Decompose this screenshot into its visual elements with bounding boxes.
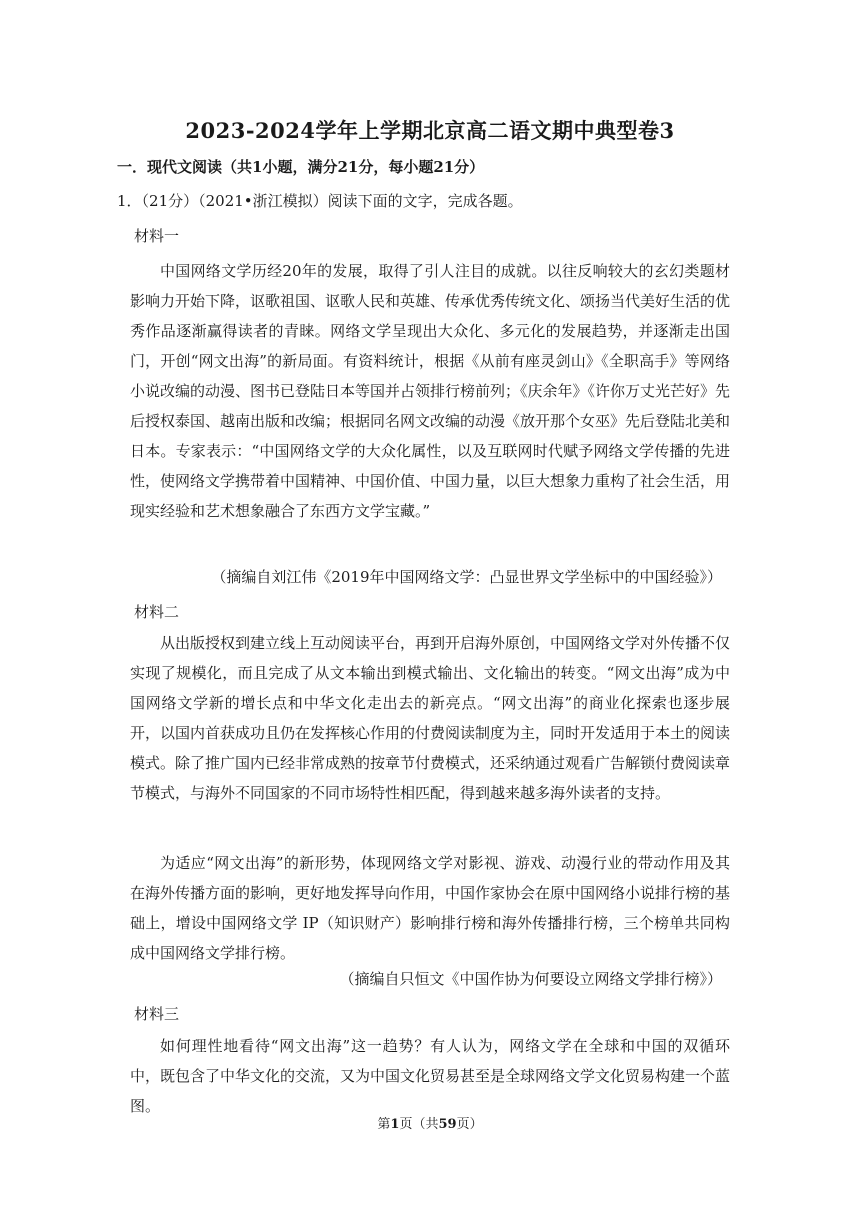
question-intro: 1．（21分）（2021•浙江模拟）阅读下面的文字，完成各题。 — [117, 192, 523, 210]
material-1-source: （摘编自刘江伟《2019年中国网络文学：凸显世界文学坐标中的中国经验》） — [211, 568, 722, 586]
material-3-label: 材料三 — [134, 1005, 180, 1023]
material-1-label: 材料一 — [134, 227, 180, 245]
material-2-source: （摘编自只恒文《中国作协为何要设立网络文学排行榜》） — [339, 970, 722, 988]
material-2-paragraph-1: 从出版授权到建立线上互动阅读平台，再到开启海外原创，中国网络文学对外传播不仅实现了规模化，而且完成了从文本输出到模式输出、文化输出的转变。“网文出海”成为中国网络文学新的增长点和中华文化走出去的新亮点。“网文出海”的商业化探索也逐步展开，以国内首获成功且仍在发挥核心作用的付费阅读制度为主，同时开发适用于本土的阅读模式。除了推广国内已经非常成熟的按章节付费模式，还采纳通过观看广告解锁付费阅读章节模式，与海外不同国家的不同市场特性相匹配，得到越来越多海外读者的支持。 — [130, 634, 731, 802]
material-2-label: 材料二 — [134, 603, 180, 621]
section-heading: 一．现代文阅读（共1小题，满分21分，每小题21分） — [117, 158, 485, 176]
page-footer — [0, 1113, 860, 1132]
page-title: 2023-2024学年上学期北京高二语文期中典型卷3 — [185, 118, 675, 143]
material-3-paragraph: 如何理性地看待“网文出海”这一趋势？有人认为，网络文学在全球和中国的双循环中，既包含了中华文化的交流，又为中国文化贸易甚至是全球网络文学文化贸易构建一个蓝图。 — [130, 1037, 731, 1115]
material-2-paragraph-2: 为适应“网文出海”的新形势，体现网络文学对影视、游戏、动漫行业的带动作用及其在海外传播方面的影响，更好地发挥导向作用，中国作家协会在原中国网络小说排行榜的基础上，增设中国网络文学 IP（知识财产）影响排行榜和海外传播排行榜，三个榜单共同构成中国网络文学排行榜。 — [130, 854, 731, 962]
material-1-paragraph: 中国网络文学历经20年的发展，取得了引人注目的成就。以往反响较大的玄幻类题材影响力开始下降，讴歌祖国、讴歌人民和英雄、传承优秀传统文化、颂扬当代美好生活的优秀作品逐渐赢得读者的青睐。网络文学呈现出大众化、多元化的发展趋势，并逐渐走出国门，开创“网文出海”的新局面。有资料统计，根据《从前有座灵剑山》《全职高手》等网络小说改编的动漫、图书已登陆日本等国并占领排行榜前列；《庆余年》《许你万丈光芒好》先后授权泰国、越南出版和改编；根据同名网文改编的动漫《放开那个女巫》先后登陆北美和日本。专家表示：“中国网络文学的大众化属性，以及互联网时代赋予网络文学传播的先进性，使网络文学携带着中国精神、中国价值、中国力量，以巨大想象力重构了社会生活，用现实经验和艺术想象融合了东西方文学宝藏。” — [130, 262, 731, 520]
footer-total-pages: 59 — [438, 1117, 457, 1132]
footer-suffix: 页） — [456, 1117, 483, 1132]
footer-prefix: 第 — [377, 1117, 391, 1132]
footer-middle: 页（共 — [399, 1117, 439, 1132]
footer-page-number: 1 — [390, 1117, 400, 1132]
